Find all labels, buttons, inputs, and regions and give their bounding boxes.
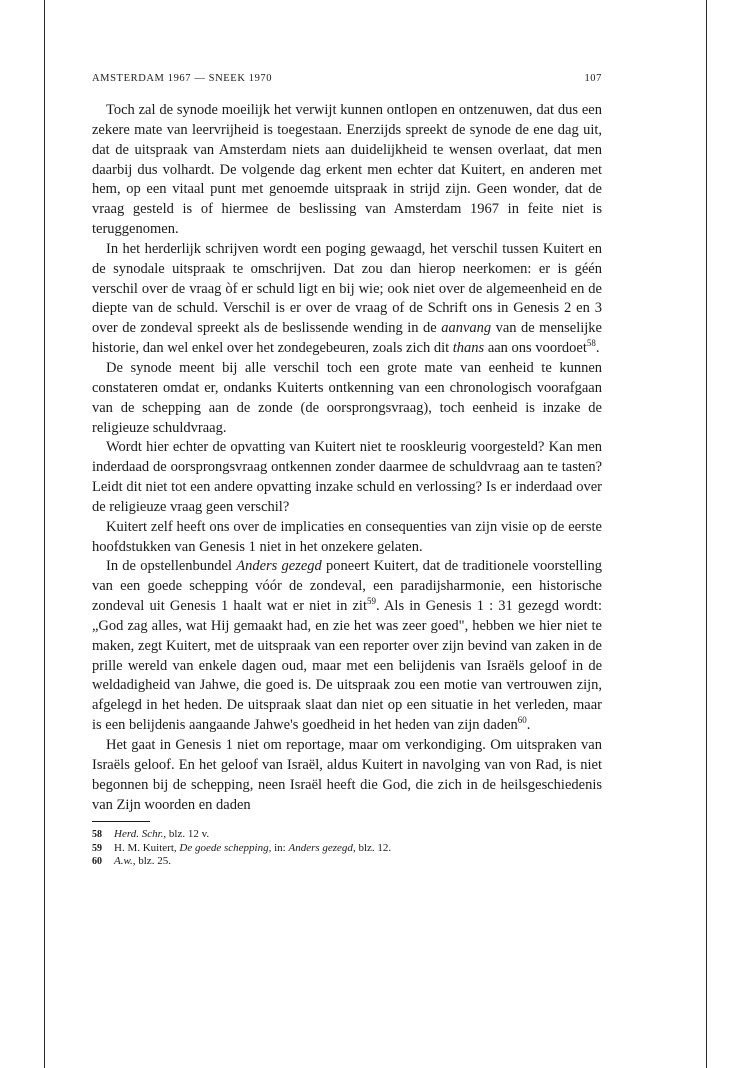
text-run: Kuitert zelf heeft ons over de implicaties en consequenties van zijn visie op de eerste hoofdstukken van Genesis 1 niet in het onzekere gelaten. — [92, 518, 602, 555]
footnote-number: 59 — [92, 842, 102, 854]
footnote-reference: 58 — [586, 338, 596, 349]
footnote-number: 58 — [92, 829, 102, 841]
body-text — [92, 101, 602, 815]
italic-text: Anders gezegd — [236, 558, 322, 575]
paragraph — [92, 518, 602, 558]
text-run: In het herderlijk schrijven wordt een poging gewaagd, het verschil tussen Kuitert en de synodale uitspraak te omschrijven. Dat zou dan hierop neerkomen: er is géén verschil over de vraag òf er schuld ligt en bij wie; ook niet over de algemeenheid en de diepte van de schuld. Verschil is er over de vraag of de Schrift ons in Genesis 2 en 3 over de zondeval spreekt als de beslissende wending in de — [92, 240, 602, 337]
text-run: , blz. 12. — [352, 841, 392, 854]
footnote — [92, 855, 602, 868]
paragraph — [92, 736, 602, 815]
italic-text: A.w. — [114, 854, 133, 867]
paragraph — [92, 101, 602, 240]
text-run: De synode meent bij alle verschil toch een grote mate van eenheid te kunnen constateren omdat er, ondanks Kuiterts ontkenning van een chronologisch voorafgaan van de schepping aan de zonde (de oorsprongsvraag), toch eenheid is inzake de religieuze schuldvraag. — [92, 359, 602, 436]
text-run: , blz. 25. — [132, 854, 171, 867]
book-page — [92, 72, 602, 868]
text-run: . — [595, 340, 600, 357]
footnote-text — [114, 855, 171, 868]
footnote — [92, 828, 602, 841]
text-run: aan ons voordoet — [484, 340, 587, 357]
italic-text: aanvang — [441, 320, 492, 337]
paragraph — [92, 438, 602, 517]
text-run: Wordt hier echter de opvatting van Kuitert niet te rooskleurig voorgesteld? Kan men inderdaad de oorsprongsvraag ontkennen zonder daarmee de schuldvraag aan te tasten? Leidt dit niet tot een andere opvatting inzake schuld en verlossing? Is er inderdaad over de religieuze vraag geen verschil? — [92, 439, 602, 515]
text-run: Het gaat in Genesis 1 niet om reportage, maar om verkondiging. Om uitspraken van Israëls geloof. En het geloof van Israël, aldus Kuitert in navolging van von Rad, is niet begonnen bij de schepping, neen Israël heeft die God, die zich in de heilsgeschiedenis van Zijn woorden en daden — [92, 737, 602, 813]
text-run: , blz. 12 v. — [163, 828, 210, 841]
footnote-text — [114, 828, 209, 841]
italic-text: De goede schepping — [179, 841, 269, 854]
page-edge-right — [706, 0, 707, 1068]
text-run: Toch zal de synode moeilijk het verwijt kunnen ontlopen en ontzenuwen, dat dus een zekere mate van leervrijheid is toegestaan. Enerzijds spreekt de synode de ene dag uit, dat de uitspraak van Amsterdam niets aan duidelijkheid te wensen overlaat, dat men daarbij dus volhardt. De volgende dag erkent men echter dat Kuitert, en anderen met hem, op een vitaal punt met genoemde uitspraak in strijd zijn. Geen wonder, dat de vraag gesteld is of hiermee de beslissing van Amsterdam 1967 in feite niet is teruggenomen. — [92, 102, 602, 238]
page-number: 107 — [584, 73, 602, 84]
page-edge-left — [44, 0, 45, 1068]
footnote-divider — [92, 821, 150, 822]
running-head — [92, 72, 602, 86]
text-run: In de opstellenbundel — [106, 558, 237, 575]
paragraph — [92, 359, 602, 438]
running-title: AMSTERDAM 1967 — SNEEK 1970 — [92, 73, 273, 84]
text-run: , in: — [268, 841, 289, 854]
text-run: poneert Kuitert, dat de traditionele voorstelling van een goede schepping vóór de zondeval, een paradijsharmonie, een historische zondeval uit Genesis 1 haalt wat er niet in zit — [92, 558, 602, 615]
footnote-reference: 59 — [366, 596, 376, 607]
paragraph — [92, 240, 602, 359]
italic-text: Anders gezegd — [288, 841, 353, 854]
footnote-number: 60 — [92, 855, 102, 867]
italic-text: thans — [452, 340, 485, 357]
text-run: . — [526, 717, 531, 734]
paragraph — [92, 557, 602, 736]
text-run: H. M. Kuitert, — [114, 841, 180, 854]
text-run: van de menselijke historie, dan wel enkel over het zondegebeuren, zoals zich dit — [92, 320, 602, 357]
text-run: . Als in Genesis 1 : 31 gezegd wordt: „God zag alles, wat Hij gemaakt had, en zie het was zeer goed", hebben we hier niet te maken, zegt Kuitert, met de uitspraak van een reporter over zijn bevind van zaken in de prille wereld van enkele dagen oud, maar met een belijdenis van Israëls geloof in de weldadigheid van Jahwe, die goed is. De uitspraak zou een motie van vertrouwen zijn, afgelegd in het heden. De uitspraak slaat dan niet op een situatie in het verleden, maar is een belijdenis aangaande Jahwe's goedheid in het heden van zijn daden — [92, 598, 602, 734]
footnote-reference: 60 — [517, 715, 527, 726]
footnote — [92, 842, 602, 855]
footnote-text — [114, 842, 391, 855]
italic-text: Herd. Schr. — [114, 828, 164, 841]
footnotes — [92, 828, 602, 868]
